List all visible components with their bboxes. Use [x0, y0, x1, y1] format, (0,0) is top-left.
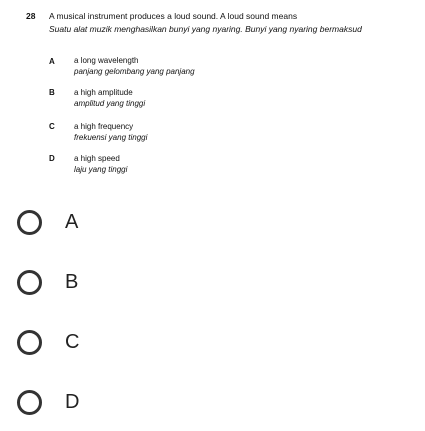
radio-button-d[interactable] — [17, 390, 42, 415]
answer-choice-d[interactable] — [14, 386, 214, 426]
radio-button-b[interactable] — [17, 270, 42, 295]
choice-label-d: D — [65, 391, 80, 413]
option-d-malay: laju yang tinggi — [74, 165, 128, 174]
option-c-letter: C — [49, 122, 55, 131]
option-d-letter: D — [49, 154, 55, 163]
question-number: 28 — [26, 11, 36, 21]
choice-label-c: C — [65, 331, 80, 353]
option-d-english: a high speed — [74, 154, 120, 163]
option-a-letter: A — [49, 57, 55, 66]
question-stem-malay: Suatu alat muzik menghasilkan bunyi yang nyaring. Bunyi yang nyaring bermaksud — [49, 24, 362, 34]
choice-label-b: B — [65, 271, 79, 293]
option-a-malay: panjang gelombang yang panjang — [74, 67, 195, 76]
option-a-english: a long wavelength — [74, 56, 139, 65]
answer-choice-a[interactable] — [14, 206, 214, 246]
radio-button-a[interactable] — [17, 210, 42, 235]
option-b-malay: amplitud yang tinggi — [74, 99, 146, 108]
option-c-english: a high frequency — [74, 122, 134, 131]
answer-choice-c[interactable] — [14, 326, 214, 366]
question-image — [0, 0, 425, 190]
option-b-letter: B — [49, 88, 55, 97]
option-b-english: a high amplitude — [74, 88, 133, 97]
option-c-malay: frekuensi yang tinggi — [74, 133, 148, 142]
question-stem-english: A musical instrument produces a loud sound. A loud sound means — [49, 11, 298, 21]
answer-choice-b[interactable] — [14, 266, 214, 306]
choice-label-a: A — [65, 211, 79, 233]
radio-button-c[interactable] — [17, 330, 42, 355]
